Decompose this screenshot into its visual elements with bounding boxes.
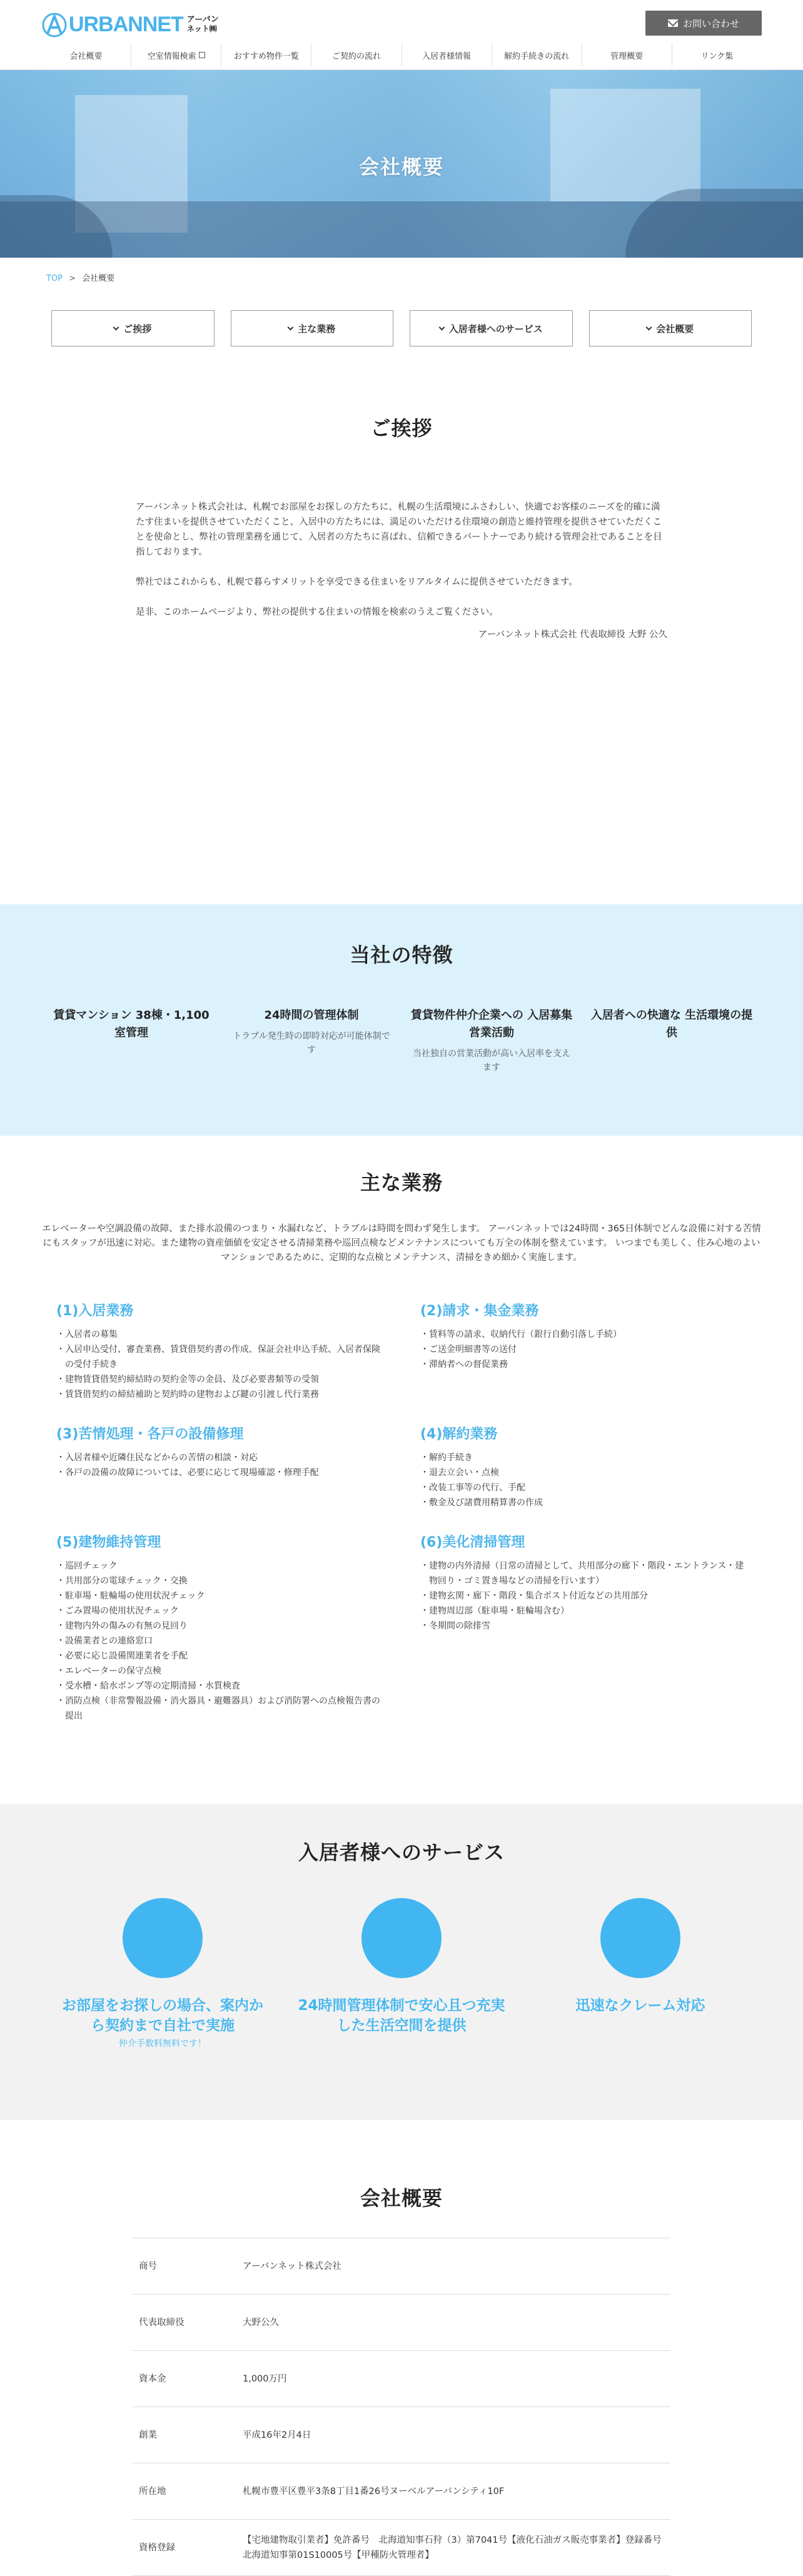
nav-label: 入居者様情報 — [422, 51, 472, 61]
breadcrumb — [0, 258, 803, 294]
list-item: ・ 賃貸借契約の締結補助と契約時の建物および鍵の引渡し代行業務 — [56, 1387, 383, 1402]
feature-desc: 当社独自の営業活動が高い入居率を支えます — [413, 1049, 570, 1073]
row-value: 札幌市豊平区豊平3条8丁目1番26号ヌーベルアーバンシティ10F — [243, 2486, 505, 2497]
feature-desc: トラブル発生時の即時対応が可能体制です — [233, 1031, 390, 1055]
service-circle-icon — [600, 1898, 680, 1978]
list-item: ・ 設備業者との連絡窓口 — [56, 1634, 383, 1649]
business-item-title: (2)請求・集金業務 — [420, 1303, 539, 1319]
row-header: 資格登録 — [139, 2542, 175, 2553]
row-header: 創業 — [139, 2430, 157, 2440]
row-value: 大野公久 — [243, 2317, 279, 2328]
business-item-list — [56, 1558, 383, 1724]
business-item — [56, 1300, 383, 1402]
service-title: 入居者様へのサービス — [298, 1841, 505, 1864]
list-item: ・ ごみ置場の使用状況チェック — [56, 1604, 383, 1619]
chevron-down-icon — [646, 324, 652, 330]
global-nav — [41, 44, 762, 66]
company-title: 会社概要 — [360, 2186, 443, 2210]
hero-figure — [550, 89, 700, 201]
list-item: ・ 敷金及び諸費用精算書の作成 — [420, 1495, 747, 1510]
list-item: ・ 建物賃貸借契約締結時の契約金等の金員、及び必要書類等の受領 — [56, 1372, 383, 1387]
hero-banner — [0, 70, 803, 258]
service-item-title: 迅速なクレーム対応 — [575, 1998, 705, 2014]
service-item — [534, 1898, 747, 2049]
service-circle-icon — [361, 1898, 442, 1978]
service-circle-icon — [123, 1898, 203, 1978]
list-item: ・ 改装工事等の代行、手配 — [420, 1480, 747, 1495]
row-value: アーバンネット株式会社 — [243, 2261, 341, 2271]
chevron-down-icon — [438, 324, 445, 330]
table-row — [133, 2238, 670, 2295]
nav-contract-flow[interactable] — [311, 44, 401, 66]
feature-item — [41, 1007, 221, 1074]
anchor-company[interactable] — [589, 310, 752, 346]
service-item-title: 24時間管理体制で安心且つ充実した生活空間を提供 — [298, 1998, 505, 2034]
nav-label: 空室情報検索 — [147, 51, 196, 61]
feature-title: 24時間の管理体制 — [264, 1009, 359, 1022]
features-title: 当社の特徴 — [350, 943, 453, 967]
service-list — [0, 1898, 803, 2049]
features-section — [0, 904, 803, 1136]
list-item: ・ 退去立会い・点検 — [420, 1465, 747, 1480]
nav-label: リンク集 — [700, 51, 734, 61]
company-section — [0, 2120, 803, 2576]
list-item: ・ 必要に応じ設備関連業者を手配 — [56, 1649, 383, 1664]
anchor-greeting[interactable] — [51, 310, 215, 346]
greeting-section — [0, 346, 803, 904]
contact-button[interactable] — [645, 11, 762, 36]
business-item-title: (5)建物維持管理 — [56, 1535, 161, 1550]
list-item: ・ 共用部分の電球チェック・交換 — [56, 1573, 383, 1589]
feature-title: 賃貸マンション 38棟・1,100室管理 — [53, 1009, 210, 1039]
features-list — [0, 1007, 803, 1074]
site-logo[interactable] — [41, 11, 219, 38]
list-item: ・ 受水槽・給水ポンプ等の定期清掃・水質検査 — [56, 1679, 383, 1694]
contact-label: お問い合わせ — [682, 18, 739, 29]
nav-cancel-flow[interactable] — [492, 44, 582, 66]
anchor-label: 入居者様へのサービス — [448, 323, 543, 335]
list-item: ・ 建物の内外清掃（日常の清掃として、共用部分の廊下・階段・エントランス・建物回り・ゴミ置き場などの清掃を行います） — [420, 1558, 747, 1589]
business-lead: エレベーターや空調設備の故障、また排水設備のつまり・水漏れなど、トラブルは時間を問わず発生します。 アーバンネットでは24時間・365日体制でどんな設備に対する苦情にもスタッフが迅速に対応。また建物の資産価値を安定させる清掃業務や巡回点検などメンテナンスについても万全の体制を整えています。 いつまでも美しく、住み心地のよいマンションであるために、定期的な点検とメンテナンス、清掃をきめ細かく実施します。 — [42, 1224, 761, 1263]
list-item: ・ 冬期間の除排雪 — [420, 1619, 747, 1634]
business-item — [56, 1423, 383, 1510]
greeting-paragraph: 是非、このホームページより、弊社の提供する住まいの情報を検索のうえご覧ください。 — [136, 607, 498, 617]
nav-recommended[interactable] — [221, 44, 311, 66]
company-table — [133, 2238, 670, 2576]
row-header: 商号 — [139, 2261, 157, 2271]
breadcrumb-top-link[interactable]: TOP — [46, 274, 63, 283]
feature-item — [582, 1007, 762, 1074]
list-item: ・ ご送金明細書等の送付 — [420, 1342, 747, 1357]
table-row — [133, 2463, 670, 2520]
external-link-icon — [199, 52, 205, 58]
page-title: 会社概要 — [358, 155, 444, 179]
table-row — [133, 2295, 670, 2351]
business-section — [0, 1136, 803, 1804]
chevron-down-icon — [113, 324, 119, 330]
breadcrumb-separator: > — [69, 274, 76, 283]
nav-label: 会社概要 — [69, 51, 103, 61]
list-item: ・ 入居申込受付、審査業務、賃貸借契約書の作成、保証会社申込手続、入居者保険の受付手続き — [56, 1342, 383, 1372]
business-grid — [0, 1300, 803, 1745]
row-value: 平成16年2月4日 — [243, 2430, 311, 2440]
business-item — [420, 1532, 747, 1724]
service-item-note: 仲介手数料無料です！ — [119, 2039, 206, 2049]
nav-company[interactable] — [41, 44, 131, 66]
business-item-title: (4)解約業務 — [420, 1427, 498, 1442]
feature-item — [221, 1007, 402, 1074]
business-item-list — [420, 1450, 747, 1510]
anchor-nav — [0, 310, 803, 346]
feature-title: 入居者への快適な 生活環境の提供 — [590, 1009, 753, 1039]
business-item-list — [56, 1327, 383, 1402]
anchor-label: 会社概要 — [656, 323, 694, 335]
list-item: ・ 入居者の募集 — [56, 1327, 383, 1342]
logo-subtext — [187, 15, 219, 34]
list-item: ・ 消防点検（非常警報設備・消火器具・避難器具）および消防署への点検報告書の提出 — [56, 1694, 383, 1724]
list-item: ・ 解約手続き — [420, 1450, 747, 1465]
nav-management[interactable] — [582, 44, 672, 66]
list-item: ・ 建物玄関・廊下・階段・集合ポスト付近などの共用部分 — [420, 1589, 747, 1604]
feature-item — [402, 1007, 582, 1074]
table-row — [133, 2520, 670, 2576]
business-item — [56, 1532, 383, 1724]
row-header: 資本金 — [139, 2373, 166, 2384]
list-item: ・ 賃料等の請求、収納代行（銀行自動引落し手続） — [420, 1327, 747, 1342]
greeting-title: ご挨拶 — [370, 417, 433, 440]
business-item-list — [420, 1327, 747, 1372]
service-item — [56, 1898, 269, 2049]
row-header: 所在地 — [139, 2486, 166, 2497]
row-header: 代表取締役 — [139, 2317, 184, 2328]
anchor-service[interactable] — [410, 310, 573, 346]
row-value: 【宅地建物取引業者】免許番号 北海道知事石狩（3）第7041号【液化石油ガス販売事業者】登録番号 北海道知事第01S10005号【甲種防火管理者】 — [243, 2535, 671, 2560]
business-item — [420, 1423, 747, 1510]
greeting-paragraph: 弊社ではこれからも、札幌で暮らすメリットを享受できる住まいをリアルタイムに提供させていただきます。 — [136, 577, 578, 587]
service-section — [0, 1804, 803, 2120]
nav-label: おすすめ物件一覧 — [233, 51, 299, 61]
table-row — [133, 2351, 670, 2407]
business-item — [420, 1300, 747, 1402]
list-item: ・ 入居者様や近隣住民などからの苦情の相談・対応 — [56, 1450, 383, 1465]
business-item-list — [56, 1450, 383, 1480]
mail-icon — [668, 19, 678, 27]
list-item: ・ 巡回チェック — [56, 1558, 383, 1573]
list-item: ・ 建物周辺部（駐車場・駐輪場含む） — [420, 1604, 747, 1619]
nav-links[interactable] — [672, 44, 762, 66]
list-item: ・ 各戸の設備の故障については、必要に応じて現場確認・修理手配 — [56, 1465, 383, 1480]
list-item: ・ 滞納者への督促業務 — [420, 1357, 747, 1372]
list-item: ・ エレベーターの保守点検 — [56, 1664, 383, 1679]
list-item: ・ 駐車場・駐輪場の使用状況チェック — [56, 1589, 383, 1604]
anchor-business[interactable] — [231, 310, 394, 346]
business-item-title: (6)美化清掃管理 — [420, 1535, 525, 1550]
service-item — [295, 1898, 508, 2049]
business-item-title: (1)入居業務 — [56, 1303, 134, 1319]
business-item-title: (3)苦情処理・各戸の設備修理 — [56, 1427, 244, 1442]
list-item: ・ 建物内外の傷みの有無の見回り — [56, 1619, 383, 1634]
logo-text: URBANNET — [69, 12, 183, 36]
nav-label: 解約手続きの流れ — [504, 51, 570, 61]
table-row — [133, 2407, 670, 2463]
logo-sub-line2: ネット㈱ — [186, 24, 217, 33]
anchor-label: ご挨拶 — [123, 323, 152, 335]
nav-label: ご契約の流れ — [331, 51, 381, 61]
anchor-label: 主な業務 — [298, 323, 336, 335]
business-title: 主な業務 — [360, 1171, 443, 1195]
chevron-down-icon — [288, 324, 294, 330]
nav-label: 管理概要 — [610, 51, 644, 61]
feature-title: 賃貸物件仲介企業への 入居募集営業活動 — [410, 1009, 573, 1039]
site-header — [0, 0, 803, 70]
logo-sub-line1: アーバン — [186, 15, 219, 24]
breadcrumb-current: 会社概要 — [82, 274, 115, 283]
greeting-body — [136, 500, 667, 642]
service-item-title: お部屋をお探しの場合、案内から契約まで自社で実施 — [62, 1998, 263, 2034]
greeting-paragraph: アーバンネット株式会社は、札幌でお部屋をお探しの方たちに、札幌の生活環境にふさわしい、快適でお客様のニーズを的確に満たす住まいを提供させていただくこと、入居中の方たちには、満足のいただける住環境の創造と維持管理を提供させていただくことを使命とし、弊社の管理業務を通じて、入居者の方たちに喜ばれ、信頼できるパートナーであり続ける管理会社であることを目指しております。 — [136, 502, 662, 557]
nav-resident-info[interactable] — [402, 44, 492, 66]
row-value: 1,000万円 — [243, 2373, 287, 2384]
greeting-signature: アーバンネット株式会社 代表取締役 大野 公久 — [478, 630, 667, 640]
logo-a-icon — [41, 11, 68, 38]
business-item-list — [420, 1558, 747, 1634]
nav-vacancy-search[interactable] — [131, 44, 221, 66]
